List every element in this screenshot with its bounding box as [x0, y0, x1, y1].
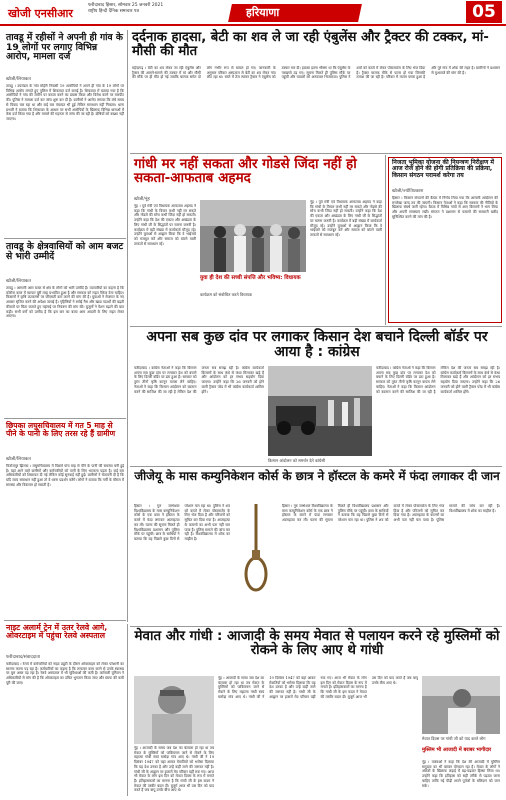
rule: [130, 466, 502, 467]
congress-headline: अपना सब कुछ दांव पर लगाकर किसान देश बचाने दिल्ली बॉर्डर पर आया है : कांग्रेस: [146, 329, 488, 360]
newspaper-logo: [6, 2, 84, 22]
edition-date: फरीदाबाद हिसार, सोमवार 25 जनवरी 2021: [88, 3, 164, 8]
water-shortage-byline: खोजी/लियाकत: [6, 457, 31, 462]
muslims-body: नूंह । वक्ताओं ने कहा कि देश की आजादी में मुस्लिम समुदाय का भी बराबर योगदान रहा है। मेवात के लोगों ने अंग्रेजों के खिलाफ लड़ाई में बढ़-चढ़कर हिस्सा लिया था। उन्होंने कहा कि इतिहास को सही तरीके से पढ़ाया जाना चाहिए ताकि नई पीढ़ी अपने पूर्वजों के बलिदान को जान सके।: [422, 760, 500, 788]
farmer-meeting-body: हिसार । किसान संगठनों की बैठक में निर्णय लिया गया कि आगामी आंदोलन की रूपरेखा जल्द तय की जाएगी। किसान नेताओं ने कहा कि सरकार की नीतियों के खिलाफ संघर्ष जारी रहेगा। बैठक में विभिन्न गांवों से आए किसानों ने भाग लिया और अपनी समस्याएं रखीं। संगठन ने प्रशासन से फसलों की सरकारी खरीद सुनिश्चित करने की मांग की है।: [392, 196, 498, 219]
section-label: हरियाणा: [228, 4, 362, 22]
mewat-headline: मेवात और गांधी : आजादी के समय मेवात से पलायन करने रहे मुस्लिमों को रोकने के लिए आए थे गांधी: [134, 629, 500, 659]
noose-photo: [234, 504, 278, 600]
tauru-headline: तावडू में रहीसों ने अपनी ही गांव के 19 लोगों पर लगाए विभिन्न आरोप, मामला दर्ज: [6, 32, 123, 63]
column-rule: [385, 155, 386, 325]
congress-body: फरीदाबाद । कांग्रेस नेताओं ने कहा कि किसान अपना सब कुछ दांव पर लगाकर देश को बचाने के लिए दिल्ली बॉर्डर पर डटा हुआ है। सरकार को तुरंत तीनों कृषि कानून वापस लेने चाहिए। नेताओं ने कहा कि किसान आंदोलन को बदनाम करने की साजिश की जा रही है लेकिन देश की जनता सब समझ रही है। कांग्रेस कार्यकर्ता किसानों के साथ कंधे से कंधा मिलाकर खड़े हैं और आंदोलन को हर संभव सहयोग दिया जाएगा। उन्होंने कहा कि 26 जनवरी को होने वाली ट्रैक्टर परेड में भी कांग्रेस कार्यकर्ता शामिल होंगे।: [134, 366, 264, 394]
protest-photo-caption: किसान आंदोलन को समर्थन देते कांग्रेसी: [268, 458, 326, 463]
accident-body: महेन्द्रगढ़ । बेटी का शव लेकर जा रही एंबुलेंस और ट्रैक्टर की आमने-सामने की टक्कर में मां और मौसी की मौके पर ही मौत हो गई जबकि चालक समेत दो लोग गंभीर रूप से घायल हो गए। जानकारी के अनुसार परिवार अस्पताल से बेटी का शव लेकर गांव लौट रहा था। रास्ते में तेज रफ्तार ट्रैक्टर ने एंबुलेंस को टक्कर मार दी। हादसा इतना भीषण था कि एंबुलेंस के परखच्चे उड़ गए। सूचना मिलते ही पुलिस मौके पर पहुंची और घायलों को अस्पताल भिजवाया। पुलिस ने शवों को कब्जे में लेकर पोस्टमार्टम के लिए भेज दिया है। ट्रैक्टर चालक मौके से फरार हो गया जिसकी तलाश की जा रही है। परिवार में मातम पसरा हुआ है और पूरे गांव में शोक की लहर है। ग्रामीणों ने प्रशासन से मुआवजे की मांग की है।: [132, 66, 500, 80]
farmer-meeting-byline: खोजी/ज्योतिप्रकाश: [392, 189, 424, 194]
muslims-subhead: मुस्लिम भी आजादी में बराबर भागीदार: [422, 747, 492, 753]
rule: [130, 153, 502, 154]
edition-tagline: राष्ट्रीय हिन्दी दैनिक समाचार पत्र: [88, 9, 139, 14]
rule: [4, 620, 126, 621]
tauru-budget-headline: तावडू के क्षेत्रवासियों को आम बजट से भारी उम्मीदें: [6, 241, 124, 262]
rule: [4, 418, 126, 419]
rule: [130, 326, 502, 327]
edition-meta: [88, 3, 163, 15]
column-rule: [127, 624, 128, 796]
congress-body-cont: फरीदाबाद । कांग्रेस नेताओं ने कहा कि किसान अपना सब कुछ दांव पर लगाकर देश को बचाने के लिए दिल्ली बॉर्डर पर डटा हुआ है। सरकार को तुरंत तीनों कृषि कानून वापस लेने चाहिए। नेताओं ने कहा कि किसान आंदोलन को बदनाम करने की साजिश की जा रही है लेकिन देश की जनता सब समझ रही है। कांग्रेस कार्यकर्ता किसानों के साथ कंधे से कंधा मिलाकर खड़े हैं और आंदोलन को हर संभव सहयोग दिया जाएगा। उन्होंने कहा कि 26 जनवरी को होने वाली ट्रैक्टर परेड में भी कांग्रेस कार्यकर्ता शामिल होंगे।: [376, 366, 500, 394]
mewat-body-cont: नूंह । आजादी के समय जब देश का बंटवारा हो रहा था तब मेवात के मुस्लिमों को पाकिस्तान जाने से रोकने के लिए महात्मा गांधी स्वयं घासेड़ा गांव आए थे। गांधी जी ने 19 दिसंबर 1947 को यहां आकर मेवातियों को भरोसा दिलाया कि यह देश उनका है और उन्हें कहीं जाने की जरूरत नहीं है। गांधी जी के आह्वान पर हजारों मेव परिवार यहीं रुक गए। आज भी मेवात के लोग इस दिन को मेवात दिवस के रूप में मनाते हैं। इतिहासकारों का मानना है कि गांधी जी के इस कदम ने मेवात की तस्वीर बदल दी। बुजुर्ग आज भी उस दिन को याद करते हैं जब बापू उनके बीच आए थे।: [218, 676, 418, 699]
logo-text: खोजी एनसीआर: [8, 7, 73, 20]
column-rule: [127, 30, 128, 622]
student-body: हिसार । गुरु जम्भेश्वर विश्वविद्यालय के मास कम्युनिकेशन कोर्स के एक छात्र ने हॉस्टल के कमरे में फंदा लगाकर आत्महत्या कर ली। घटना की सूचना मिलते ही विश्वविद्यालय प्रशासन और पुलिस मौके पर पहुंची। छात्र के साथियों ने बताया कि वह पिछले कुछ दिनों से परेशान चल रहा था। पुलिस ने शव को कब्जे में लेकर पोस्टमार्टम के लिए भेज दिया है और परिजनों को सूचित कर दिया गया है। आत्महत्या के कारणों का अभी पता नहीं चल पाया है। पुलिस मामले की जांच कर रही है। विश्वविद्यालय में शोक का माहौल है।: [134, 504, 230, 541]
tauru-byline: खोजी/लियाकत: [6, 77, 31, 82]
tauru-budget-body: तावडू । आगामी आम बजट से क्षेत्र के लोगों को भारी उम्मीदें हैं। व्यापारियों का कहना है कि कोरोना काल में व्यापार बुरी तरह प्रभावित हुआ है और सरकार को राहत पैकेज देना चाहिए। किसानों ने कृषि उपकरणों पर जीएसटी कम करने की मांग की है। युवाओं ने रोजगार के नए अवसर सृजित करने की अपेक्षा जताई है। गृहिणियों ने रसोई गैस और खाद्य पदार्थों की बढ़ती कीमतों पर चिंता जताते हुए महंगाई पर नियंत्रण की मांग की। बुजुर्गों ने पेंशन बढ़ाने की बात कही। सभी वर्गों को उम्मीद है कि इस बार का बजट आम आदमी के लिए राहत लेकर आएगा।: [6, 286, 124, 319]
rule: [130, 626, 502, 627]
page-number: 05: [466, 1, 502, 23]
aftab-body-cont: नूंह । पूर्व मंत्री एवं विधायक आफताब अहमद ने कहा कि गांधी के विचार कभी नहीं मर सकते और गोडसे की सोच कभी जिंदा नहीं हो सकती। उन्होंने कहा कि देश की एकता और अखंडता के लिए गांधी जी के सिद्धांतों पर चलना जरूरी है। कार्यक्रम में बड़ी संख्या में कार्यकर्ता मौजूद रहे। उन्होंने युवाओं से आह्वान किया कि वे भाईचारे को मजबूत करें और समाज को बांटने वाली ताकतों से सावधान रहें।: [310, 200, 382, 237]
aftab-photo-caption: कार्यक्रम को संबोधित करते विधायक: [200, 292, 253, 297]
farmer-protest-photo: [268, 366, 372, 456]
railway-byline: फरीदाबाद/संवाददाता: [6, 655, 41, 660]
mewat-event-photo: [422, 676, 500, 734]
tauru-body: तावडू । उपमंडल के गांव मोहेरी निवासी 19 आरोपियों ने अपने ही गांव के 19 लोगों पर विभिन्न आरोप लगाते हुए पुलिस में शिकायत दर्ज कराई है। शिकायत में बताया गया है कि आरोपियों ने गांव की जमीन पर कब्जा करने का प्रयास किया और विरोध करने पर मारपीट की। पुलिस ने मामला दर्ज कर जांच शुरू कर दी है। ग्रामीणों ने आरोप लगाया कि लंबे समय से विवाद चल रहा था और कई बार पंचायत भी हुई लेकिन समाधान नहीं निकला। थाना प्रभारी ने बताया कि शिकायत के आधार पर सभी आरोपियों के खिलाफ विभिन्न धाराओं में केस दर्ज किया गया है और मामले की गहनता से जांच की जा रही है। दोषियों को बख्शा नहीं जाएगा।: [6, 84, 124, 121]
rule: [4, 238, 126, 239]
aftab-event-photo: [200, 200, 306, 272]
aftab-headline: गांधी मर नहीं सकता और गोडसे जिंदा नहीं हो सकता-आफताब अहमद: [134, 156, 357, 187]
railway-headline: नाइट अलार्म ट्रेन में उतर रेलवे आगे, ओवरटाइम में पहुंचा रेलवे अस्पताल: [6, 623, 108, 641]
gandhi-photo: [134, 676, 214, 744]
water-shortage-body: फिरोजपुर झिरका । लघुसचिवालय में पिछले पांच माह से पीने के पानी की समस्या बनी हुई है। यहां आने वाले ग्रामीणों और कर्मचारियों को पानी के लिए भटकना पड़ता है। कई बार अधिकारियों को शिकायत दी गई लेकिन कोई सुनवाई नहीं हुई। ग्रामीणों ने चेतावनी दी है कि यदि जल्द समाधान नहीं हुआ तो वे धरना प्रदर्शन करेंगे। लोगों ने बताया कि गर्मी के मौसम में समस्या और विकराल हो सकती है।: [6, 464, 124, 487]
masthead: [0, 0, 506, 26]
mewat-body: नूंह । आजादी के समय जब देश का बंटवारा हो रहा था तब मेवात के मुस्लिमों को पाकिस्तान जाने से रोकने के लिए महात्मा गांधी स्वयं घासेड़ा गांव आए थे। गांधी जी ने 19 दिसंबर 1947 को यहां आकर मेवातियों को भरोसा दिलाया कि यह देश उनका है और उन्हें कहीं जाने की जरूरत नहीं है। गांधी जी के आह्वान पर हजारों मेव परिवार यहीं रुक गए। आज भी मेवात के लोग इस दिन को मेवात दिवस के रूप में मनाते हैं। इतिहासकारों का मानना है कि गांधी जी के इस कदम ने मेवात की तस्वीर बदल दी। बुजुर्ग आज भी उस दिन को याद करते हैं जब बापू उनके बीच आए थे।: [134, 746, 214, 793]
mewat-photo-caption: मेवात दिवस पर गांधी जी को याद करते लोग: [422, 736, 486, 741]
accident-headline: दर्दनाक हादसा, बेटी का शव ले जा रही एंबुलेंस और ट्रैक्टर की टक्कर, मां-मौसी की मौत: [132, 30, 489, 59]
tauru-budget-byline: खोजी/लियाकत: [6, 279, 31, 284]
aftab-body: नूंह । पूर्व मंत्री एवं विधायक आफताब अहमद ने कहा कि गांधी के विचार कभी नहीं मर सकते और गोडसे की सोच कभी जिंदा नहीं हो सकती। उन्होंने कहा कि देश की एकता और अखंडता के लिए गांधी जी के सिद्धांतों पर चलना जरूरी है। कार्यक्रम में बड़ी संख्या में कार्यकर्ता मौजूद रहे। उन्होंने युवाओं से आह्वान किया कि वे भाईचारे को मजबूत करें और समाज को बांटने वाली ताकतों से सावधान रहें।: [134, 204, 196, 246]
railway-body: फरीदाबाद । रेलवे में कर्मचारियों को नाइट ड्यूटी के दौरान ओवरटाइम को लेकर परेशानी का सामना करना पड़ रहा है। कर्मचारियों का कहना है कि लगातार काम करने से उनके स्वास्थ्य पर बुरा असर पड़ रहा है। रेलवे अस्पताल में भी सुविधाओं की कमी है। कर्मचारी यूनियन ने अधिकारियों से मांग की है कि ओवरटाइम का उचित भुगतान किया जाए और स्टाफ की कमी पूरी की जाए।: [6, 662, 124, 685]
aftab-subhead: युवा ही देश की सच्ची संपत्ति और भविष्य: विधायक: [200, 275, 301, 281]
farmer-meeting-headline: निजता भूमिका योजना की नियन्त्रण निरीक्षण में आज रोज होने की होगी प्रतिक्रिया की प्रक्रिया, किसान संगठन परामर्श करेगा तय: [392, 159, 494, 179]
aftab-byline: खोजी/नूंह: [134, 197, 150, 202]
water-shortage-headline: छिपका लघुसचिवालय में गत 5 माह से पीने के पानी के लिए तरस रहे हैं ग्रामीण: [6, 421, 116, 438]
student-headline: जीजेयू के मास कम्युनिकेशन कोर्स के छात्र ने हॉस्टल के कमरे में फंदा लगाकर दी जान: [134, 469, 500, 483]
student-body-cont: हिसार । गुरु जम्भेश्वर विश्वविद्यालय के मास कम्युनिकेशन कोर्स के एक छात्र ने हॉस्टल के कमरे में फंदा लगाकर आत्महत्या कर ली। घटना की सूचना मिलते ही विश्वविद्यालय प्रशासन और पुलिस मौके पर पहुंची। छात्र के साथियों ने बताया कि वह पिछले कुछ दिनों से परेशान चल रहा था। पुलिस ने शव को कब्जे में लेकर पोस्टमार्टम के लिए भेज दिया है और परिजनों को सूचित कर दिया गया है। आत्महत्या के कारणों का अभी पता नहीं चल पाया है। पुलिस मामले की जांच कर रही है। विश्वविद्यालय में शोक का माहौल है।: [282, 504, 500, 523]
